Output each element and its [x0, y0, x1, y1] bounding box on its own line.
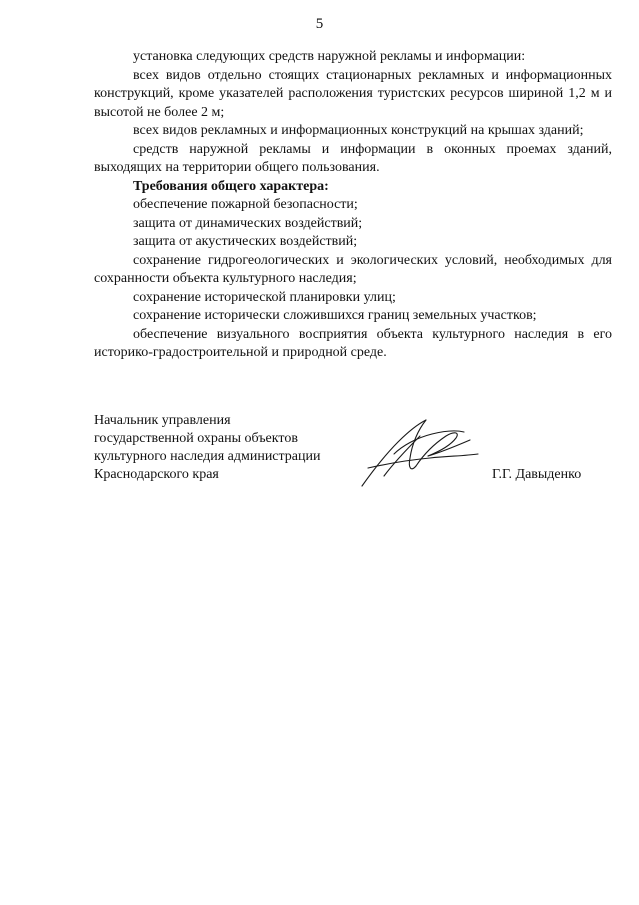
paragraph-visual-perception: обеспечение визуального восприятия объекта культурного наследия в его историко-градостроительной и природной среде. — [94, 326, 612, 360]
handwritten-signature — [356, 410, 486, 490]
paragraph-standalone-structures: всех видов отдельно стоящих стационарных рекламных и информационных конструкций, кроме указателей расположения туристских ресурсов шириной 1,2 м и высотой не более 2 м; — [94, 67, 612, 120]
paragraph-hydrogeological-conditions: сохранение гидрогеологических и экологических условий, необходимых для сохранности объекта культурного наследия; — [94, 252, 612, 286]
signatory-position-line: Краснодарского края — [94, 467, 219, 482]
paragraph-rooftop-structures: всех видов рекламных и информационных конструкций на крышах зданий; — [133, 123, 584, 138]
paragraph-dynamic-protection: защита от динамических воздействий; — [133, 215, 363, 231]
paragraph-ad-installation-intro: установка следующих средств наружной рекламы и информации: — [133, 49, 526, 64]
signatory-position-line: государственной охраны объектов — [94, 431, 298, 446]
paragraph-street-layout: сохранение исторической планировки улиц; — [133, 289, 396, 305]
signatory-name: Г.Г. Давыденко — [492, 467, 582, 482]
paragraph-window-advertising: средств наружной рекламы и информации в оконных проемах зданий, выходящих на территории общего пользования. — [94, 141, 612, 175]
document-body — [94, 48, 612, 363]
section-heading-general-requirements: Требования общего характера: — [133, 178, 329, 194]
paragraph-fire-safety: обеспечение пожарной безопасности; — [133, 197, 358, 212]
page-number: 5 — [315, 16, 324, 32]
signatory-position-line: культурного наследия администрации — [94, 449, 321, 464]
signatory-position — [94, 412, 364, 484]
paragraph-land-boundaries: сохранение исторически сложившихся границ земельных участков; — [133, 308, 537, 323]
signatory-position-line: Начальник управления — [94, 413, 231, 428]
paragraph-acoustic-protection: защита от акустических воздействий; — [133, 234, 358, 249]
